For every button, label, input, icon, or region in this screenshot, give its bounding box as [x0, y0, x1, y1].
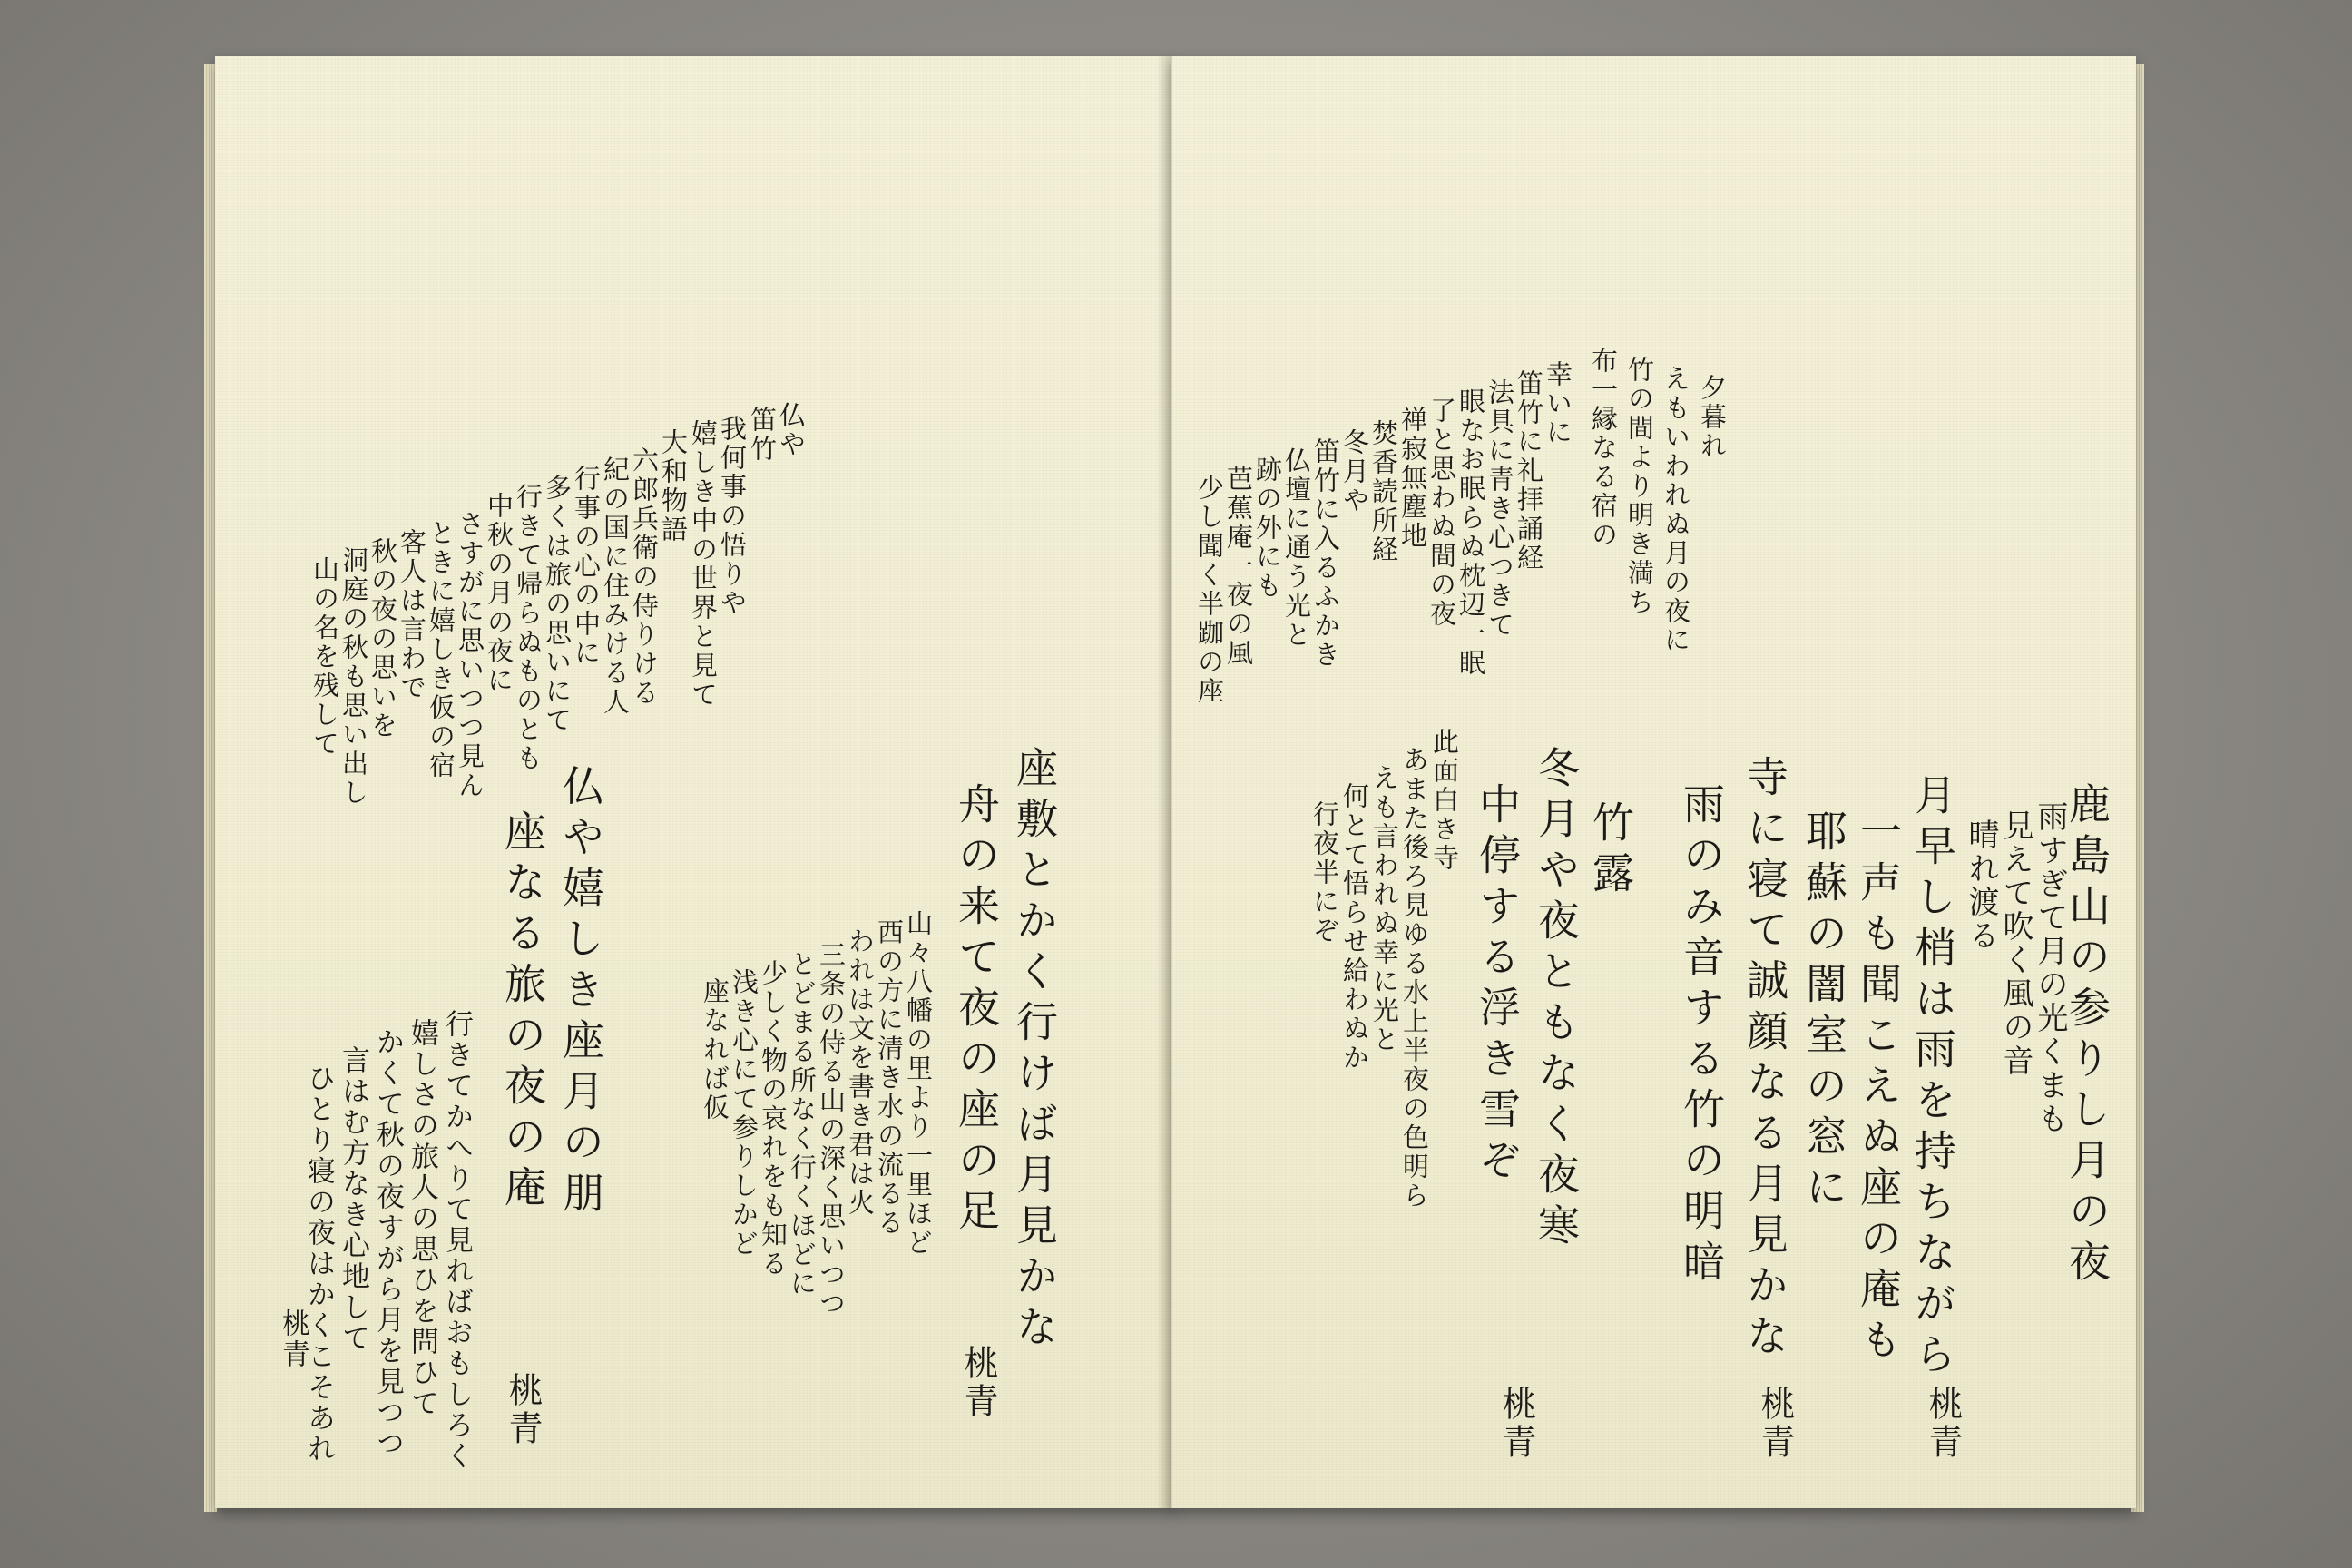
left-small-line: さすがに思いつつ見ん [455, 510, 485, 800]
right-mid-line: 此面白き寺 [1429, 728, 1460, 873]
left-mid-line: とどまる所なく行くほどに [787, 950, 818, 1298]
right-poem-line: 冬月や夜ともなく夜寒 [1532, 746, 1581, 1254]
right-small-line: 芭蕉庵一夜の風 [1223, 465, 1254, 668]
left-mid-line: 西の方に清き水の流るる [874, 918, 905, 1238]
left-mid-line: 少しく物の哀れをも知る [758, 959, 789, 1279]
right-poem-signature: 桃青 [1923, 1386, 1963, 1462]
left-poem-line: 座なる旅の夜の庵 [498, 809, 547, 1216]
right-poem-line: 雨すぎて月の光くまも [2032, 800, 2068, 1136]
right-mid-line: あまた後ろ見ゆる水上半夜の色明ら [1399, 746, 1430, 1210]
right-small-line: 笛竹に礼拝誦経 [1514, 369, 1544, 573]
left-mid-line: 山々八幡の里より一里ほど [903, 909, 934, 1258]
left-poem-signature: 桃青 [503, 1372, 543, 1448]
left-small-line: 我何事の悟りや [717, 415, 748, 618]
left-poem-line: 座敷とかく行けば月見かな [1010, 746, 1059, 1356]
right-small-line: 禅寂無塵地 [1397, 406, 1428, 551]
left-small-line: 山の名を残して [309, 555, 340, 759]
left-small-line: 洞庭の秋も思い出し [338, 546, 369, 808]
right-page [1171, 56, 2136, 1508]
left-long-line: 行きてかへりて見ればおもしろく [440, 1009, 473, 1472]
left-mid-line: 三条の侍る山の深く思いつつ [816, 941, 847, 1318]
right-poem-line: 耶蘇の闇室の窓に [1799, 809, 1848, 1216]
left-small-line: 多くは旅の思いにて [542, 474, 573, 735]
right-small-line: 焚香読所経 [1368, 419, 1399, 564]
right-small-line: 竹の間より明き満ち [1624, 356, 1655, 617]
right-small-line: 跡の外にも [1252, 456, 1283, 601]
right-poem-line: 雨のみ音する竹の明暗 [1677, 782, 1726, 1290]
left-poem-signature: 桃青 [958, 1345, 998, 1421]
right-small-line: 了と思わぬ間の夜 [1426, 397, 1457, 629]
left-mid-line: 座なれば仮 [700, 977, 730, 1122]
left-small-line: 秋の夜の思いを [368, 537, 398, 740]
right-poem-line: 中停する浮き雪ぞ [1473, 782, 1522, 1189]
left-small-line: 嬉しき中の世界と見て [688, 419, 719, 710]
left-small-line: 中秋の月の夜に [484, 492, 514, 695]
right-mid-line: 何とて悟らせ給わぬか [1339, 782, 1370, 1073]
right-small-line: 眼なお眠らぬ枕辺一眠 [1455, 387, 1486, 678]
left-small-line: ときに嬉しき仮の宿 [426, 519, 456, 780]
left-small-line: 笛竹 [747, 406, 778, 464]
left-mid-line: われは文を書き君は火 [845, 927, 876, 1218]
left-small-line: 紀の国に住みける人 [600, 456, 631, 717]
right-small-line: 笛竹に入るふかき [1310, 437, 1341, 670]
left-small-line: 大和物語 [658, 428, 689, 544]
open-book [204, 56, 2155, 1517]
left-page [215, 56, 1174, 1508]
left-small-line: 六郎兵衛の侍りける [629, 446, 660, 708]
left-small-line: 仏や [776, 401, 807, 459]
left-long-line: 言はむ方なき心地して [337, 1045, 369, 1354]
right-small-line: 幸いに [1543, 360, 1573, 447]
left-small-line: 行きて帰らぬものとも [513, 483, 544, 773]
left-long-line: 嬉しさの旅人の思ひを問ひて [406, 1018, 438, 1419]
right-poem-line: 一声も聞こえぬ座の庵も [1854, 809, 1903, 1368]
right-small-line: 法具に青き心つきて [1485, 378, 1515, 640]
right-poem-line: 月早し梢は雨を持ちながら [1908, 773, 1957, 1383]
right-poem-signature: 桃青 [1755, 1386, 1795, 1462]
left-small-line: 行事の心の中に [571, 465, 602, 668]
left-poem-line: 仏や嬉しき座月の朋 [556, 764, 605, 1221]
right-poem-line: 寺に寝て誠顔なる月見かな [1740, 755, 1789, 1365]
left-long-line: ひとり寝の夜はかくこそあれ [302, 1063, 335, 1465]
left-closing-signature: 桃青 [277, 1308, 309, 1370]
right-small-line: 布一縁なる宿の [1588, 347, 1619, 550]
right-poem-signature: 桃青 [1496, 1386, 1536, 1462]
right-mid-line: 行夜半にぞ [1309, 800, 1340, 946]
right-small-line: えもいわれぬ月の夜に [1661, 365, 1691, 655]
right-mid-line: えも言われぬ幸に光と [1369, 764, 1400, 1054]
right-small-line: 冬月や [1339, 428, 1370, 515]
right-poem-line: 晴れ渡る [1963, 818, 1999, 953]
left-long-line: かくて秋の夜すがら月を見つつ [371, 1027, 404, 1459]
right-poem-line: 鹿島山の参りし月の夜 [2063, 782, 2112, 1290]
right-small-line: 夕暮れ [1697, 374, 1728, 461]
left-mid-line: 浅き心にて参りしかど [729, 968, 760, 1259]
right-small-line: 仏壇に通う光と [1281, 446, 1312, 650]
right-poem-line: 竹露 [1586, 800, 1635, 902]
right-small-line: 少し聞く半跏の座 [1194, 474, 1225, 706]
right-poem-line: 見えて吹く風の音 [1997, 809, 2034, 1078]
left-poem-line: 舟の来て夜の座の足 [952, 782, 1001, 1240]
left-small-line: 客人は言わで [397, 528, 427, 702]
